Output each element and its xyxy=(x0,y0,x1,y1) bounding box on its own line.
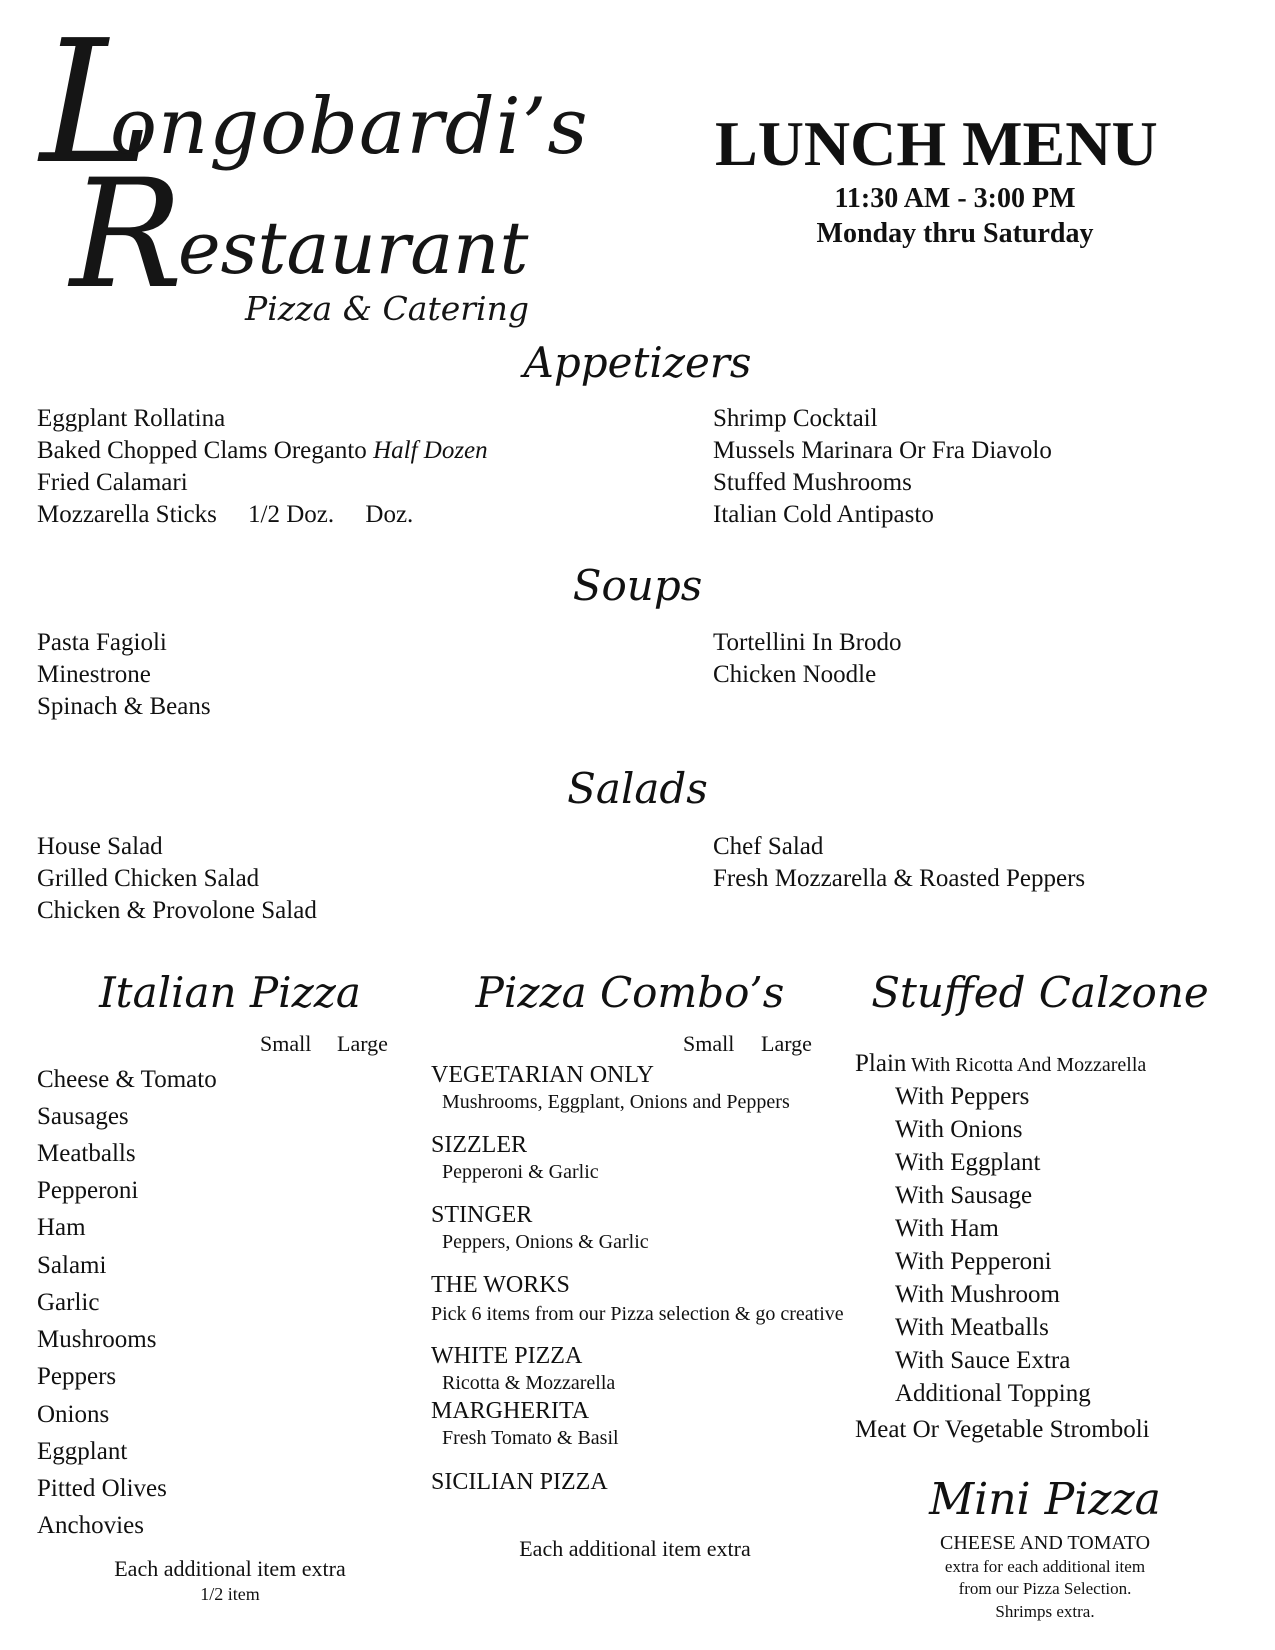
logo-name-second: estaurant xyxy=(178,206,529,290)
combo-desc: Pepperoni & Garlic xyxy=(442,1161,599,1183)
list-item: Meatballs xyxy=(37,1140,136,1167)
calzone-stromboli: Meat Or Vegetable Stromboli xyxy=(855,1416,1150,1443)
list-item: Stuffed Mushrooms xyxy=(713,469,912,496)
combo-title: SIZZLER xyxy=(431,1132,527,1158)
salads-right-list xyxy=(713,831,1085,895)
list-item: With Onions xyxy=(895,1116,1023,1143)
logo-initial-r: R xyxy=(70,148,183,322)
size-label-large: Large xyxy=(337,1031,388,1056)
list-item: With Sauce Extra xyxy=(895,1347,1071,1374)
list-item: Sausages xyxy=(37,1103,129,1130)
combo-desc: Pick 6 items from our Pizza selection & go creative xyxy=(431,1303,844,1325)
soups-heading: Soups xyxy=(572,561,703,610)
list-item-note: Half Dozen xyxy=(373,437,488,464)
appetizers-heading: Appetizers xyxy=(523,338,752,387)
calzone-plain-row xyxy=(855,1050,1146,1078)
list-item: House Salad xyxy=(37,833,163,860)
list-item: Chicken Noodle xyxy=(713,661,877,688)
list-item: Ham xyxy=(37,1214,86,1241)
list-item: With Mushroom xyxy=(895,1281,1060,1308)
mini-pizza-line3: from our Pizza Selection. xyxy=(958,1579,1132,1598)
appetizers-left-list xyxy=(37,403,488,531)
list-item: Spinach & Beans xyxy=(37,693,211,720)
combo-title: WHITE PIZZA xyxy=(431,1343,583,1369)
combo-title: SICILIAN PIZZA xyxy=(431,1469,608,1495)
list-item: Eggplant Rollatina xyxy=(37,405,226,432)
combo-desc: Peppers, Onions & Garlic xyxy=(442,1231,649,1253)
pizza-combos-footer: Each additional item extra xyxy=(519,1536,751,1561)
mini-pizza-line2: extra for each additional item xyxy=(944,1557,1146,1576)
combo-title: THE WORKS xyxy=(431,1272,570,1298)
list-item: Pasta Fagioli xyxy=(37,629,167,656)
list-item: Italian Cold Antipasto xyxy=(713,501,934,528)
italian-pizza-footer: Each additional item extra xyxy=(114,1556,346,1581)
list-item: Fresh Mozzarella & Roasted Peppers xyxy=(713,865,1086,892)
list-item: With Peppers xyxy=(895,1083,1030,1110)
salads-left-list xyxy=(37,831,317,927)
list-item: Peppers xyxy=(37,1363,117,1390)
list-item: Baked Chopped Clams Oreganto Half Dozen xyxy=(37,437,488,464)
combo-desc: Fresh Tomato & Basil xyxy=(442,1427,619,1449)
list-item: Chicken & Provolone Salad xyxy=(37,897,317,924)
soups-left-list xyxy=(37,627,211,723)
mini-pizza-line4: Shrimps extra. xyxy=(995,1602,1095,1621)
list-item: Additional Topping xyxy=(895,1380,1091,1407)
mini-pizza-heading: Mini Pizza xyxy=(929,1474,1161,1525)
menu-hours: 11:30 AM - 3:00 PM xyxy=(834,183,1076,214)
logo-tagline: Pizza & Catering xyxy=(245,289,529,328)
size-label-small: Small xyxy=(260,1031,312,1056)
size-label-large: Large xyxy=(761,1031,812,1056)
list-item: Onions xyxy=(37,1401,110,1428)
list-item: With Meatballs xyxy=(895,1314,1049,1341)
list-item: Pepperoni xyxy=(37,1177,139,1204)
list-item: With Eggplant xyxy=(895,1149,1041,1176)
combo-title: VEGETARIAN ONLY xyxy=(431,1062,654,1088)
list-item: Fried Calamari xyxy=(37,469,188,496)
list-item: Minestrone xyxy=(37,661,151,688)
list-item: Eggplant xyxy=(37,1438,128,1465)
combo-title: STINGER xyxy=(431,1202,533,1228)
pizza-combos-heading: Pizza Combo’s xyxy=(475,968,785,1017)
list-item: Anchovies xyxy=(37,1512,144,1539)
calzone-plain-desc: With Ricotta And Mozzarella xyxy=(906,1054,1147,1076)
list-item: Pitted Olives xyxy=(37,1475,167,1502)
list-item: Cheese & Tomato xyxy=(37,1066,217,1093)
soups-right-list xyxy=(713,627,902,691)
logo-name-first: ongobardi’s xyxy=(110,82,589,172)
list-item: Salami xyxy=(37,1252,107,1279)
combo-desc: Ricotta & Mozzarella xyxy=(442,1372,616,1394)
list-item: Grilled Chicken Salad xyxy=(37,865,260,892)
list-item: Mozzarella Sticks 1/2 Doz. Doz. xyxy=(37,501,414,528)
combo-desc: Mushrooms, Eggplant, Onions and Peppers xyxy=(442,1091,790,1113)
calzone-plain-label: Plain xyxy=(855,1050,907,1077)
logo-initial-l: L xyxy=(40,4,153,202)
menu-title: LUNCH MENU xyxy=(715,108,1158,179)
mini-pizza-line1: CHEESE AND TOMATO xyxy=(939,1532,1151,1554)
italian-pizza-footer-note: 1/2 item xyxy=(200,1584,260,1604)
salads-heading: Salads xyxy=(567,764,708,813)
list-item: Chef Salad xyxy=(713,833,824,860)
list-item: Tortellini In Brodo xyxy=(713,629,902,656)
size-label-small: Small xyxy=(683,1031,735,1056)
calzone-heading: Stuffed Calzone xyxy=(871,968,1209,1017)
list-item: Mushrooms xyxy=(37,1326,157,1353)
list-item: With Pepperoni xyxy=(895,1248,1052,1275)
list-item: With Ham xyxy=(895,1215,999,1242)
list-item: Mussels Marinara Or Fra Diavolo xyxy=(713,437,1052,464)
combo-title: MARGHERITA xyxy=(431,1398,590,1424)
menu-days: Monday thru Saturday xyxy=(816,218,1094,249)
list-item: Shrimp Cocktail xyxy=(713,405,878,432)
italian-pizza-heading: Italian Pizza xyxy=(99,968,361,1017)
list-item: Garlic xyxy=(37,1289,100,1316)
appetizers-right-list xyxy=(713,403,1052,531)
list-item: With Sausage xyxy=(895,1182,1033,1209)
